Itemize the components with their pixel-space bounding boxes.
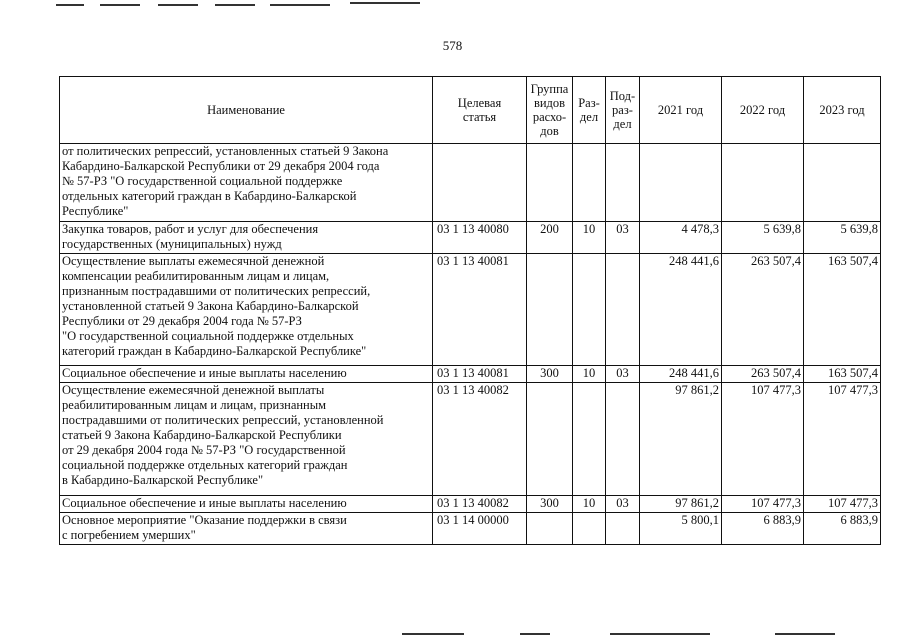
scan-artifact-bottom-3 (610, 633, 710, 635)
row-name: Основное мероприятие "Оказание поддержки в связи с погребением умерших" (60, 513, 433, 545)
row-2021: 248 441,6 (640, 366, 722, 383)
row-2022: 263 507,4 (722, 366, 804, 383)
table-row (60, 222, 881, 254)
scan-artifact-bottom-2 (520, 633, 550, 635)
row-target: 03 1 14 00000 (433, 513, 527, 545)
table-row (60, 383, 881, 496)
header-row (60, 77, 881, 144)
header-2021: 2021 год (640, 77, 722, 144)
row-name: Закупка товаров, работ и услуг для обеспечения государственных (муниципальных) нужд (60, 222, 433, 254)
row-section: 10 (573, 366, 606, 383)
scan-artifact-bottom-1 (402, 633, 464, 635)
row-2021: 97 861,2 (640, 496, 722, 513)
row-subsection (606, 144, 640, 222)
row-group (527, 144, 573, 222)
row-2021: 248 441,6 (640, 254, 722, 366)
row-2021 (640, 144, 722, 222)
header-name: Наименование (60, 77, 433, 144)
row-target: 03 1 13 40082 (433, 496, 527, 513)
table-row (60, 144, 881, 222)
row-2023: 107 477,3 (804, 496, 881, 513)
scan-artifact-top-1 (56, 4, 84, 6)
row-group: 200 (527, 222, 573, 254)
row-section (573, 254, 606, 366)
scan-artifact-top-2 (100, 4, 140, 6)
row-2022: 107 477,3 (722, 383, 804, 496)
table-row (60, 496, 881, 513)
row-2022: 263 507,4 (722, 254, 804, 366)
row-subsection (606, 513, 640, 545)
table-row (60, 366, 881, 383)
scan-artifact-bottom-4 (775, 633, 835, 635)
table-row (60, 513, 881, 545)
header-subsection: Под- раз- дел (606, 77, 640, 144)
row-group: 300 (527, 366, 573, 383)
row-name: от политических репрессий, установленных статьей 9 Закона Кабардино-Балкарской Республики от 29 декабря 2004 года № 57-РЗ "О государственной социальной поддержке отдельных категорий граждан в Кабардино-Балкарской Республике" (60, 144, 433, 222)
row-target: 03 1 13 40081 (433, 366, 527, 383)
row-2023 (804, 144, 881, 222)
row-target: 03 1 13 40080 (433, 222, 527, 254)
row-2022: 107 477,3 (722, 496, 804, 513)
row-subsection: 03 (606, 222, 640, 254)
page-number: 578 (442, 38, 463, 53)
header-target: Целевая статья (433, 77, 527, 144)
row-section: 10 (573, 222, 606, 254)
row-section (573, 513, 606, 545)
table-row (60, 254, 881, 366)
row-2023: 107 477,3 (804, 383, 881, 496)
scan-artifact-top-3 (158, 4, 198, 6)
row-section (573, 144, 606, 222)
scan-artifact-top-4 (215, 4, 255, 6)
row-group (527, 513, 573, 545)
row-2021: 4 478,3 (640, 222, 722, 254)
row-2022: 6 883,9 (722, 513, 804, 545)
row-2022 (722, 144, 804, 222)
row-name: Осуществление выплаты ежемесячной денежной компенсации реабилитированным лицам и лицам, признанным пострадавшими от политических репрессий, установленной статьей 9 Закона Кабардино-Балкарской Республики от 29 декабря 2004 года № 57-РЗ "О государственной социальной поддержке отдельных категорий граждан в Кабардино-Балкарской Республике" (60, 254, 433, 366)
row-2023: 6 883,9 (804, 513, 881, 545)
row-subsection: 03 (606, 496, 640, 513)
row-target (433, 144, 527, 222)
row-2023: 163 507,4 (804, 254, 881, 366)
header-group: Группа видов расхо- дов (527, 77, 573, 144)
scan-artifact-top-5 (270, 4, 330, 6)
row-group (527, 254, 573, 366)
row-2021: 97 861,2 (640, 383, 722, 496)
row-target: 03 1 13 40082 (433, 383, 527, 496)
row-name: Социальное обеспечение и иные выплаты населению (60, 366, 433, 383)
budget-table (59, 76, 881, 545)
row-target: 03 1 13 40081 (433, 254, 527, 366)
header-section: Раз- дел (573, 77, 606, 144)
row-name: Осуществление ежемесячной денежной выплаты реабилитированным лицам и лицам, признанным пострадавшими от политических репрессий, установленной статьей 9 Закона Кабардино-Балкарской Республики от 29 декабря 2004 года № 57-РЗ "О государственной социальной поддержке отдельных категорий граждан в Кабардино-Балкарской Республике" (60, 383, 433, 496)
row-2023: 163 507,4 (804, 366, 881, 383)
scan-artifact-top-6 (350, 2, 420, 4)
row-subsection (606, 383, 640, 496)
row-subsection (606, 254, 640, 366)
row-group: 300 (527, 496, 573, 513)
row-section (573, 383, 606, 496)
row-2022: 5 639,8 (722, 222, 804, 254)
row-group (527, 383, 573, 496)
row-section: 10 (573, 496, 606, 513)
row-subsection: 03 (606, 366, 640, 383)
row-2023: 5 639,8 (804, 222, 881, 254)
header-2022: 2022 год (722, 77, 804, 144)
row-name: Социальное обеспечение и иные выплаты населению (60, 496, 433, 513)
header-2023: 2023 год (804, 77, 881, 144)
row-2021: 5 800,1 (640, 513, 722, 545)
